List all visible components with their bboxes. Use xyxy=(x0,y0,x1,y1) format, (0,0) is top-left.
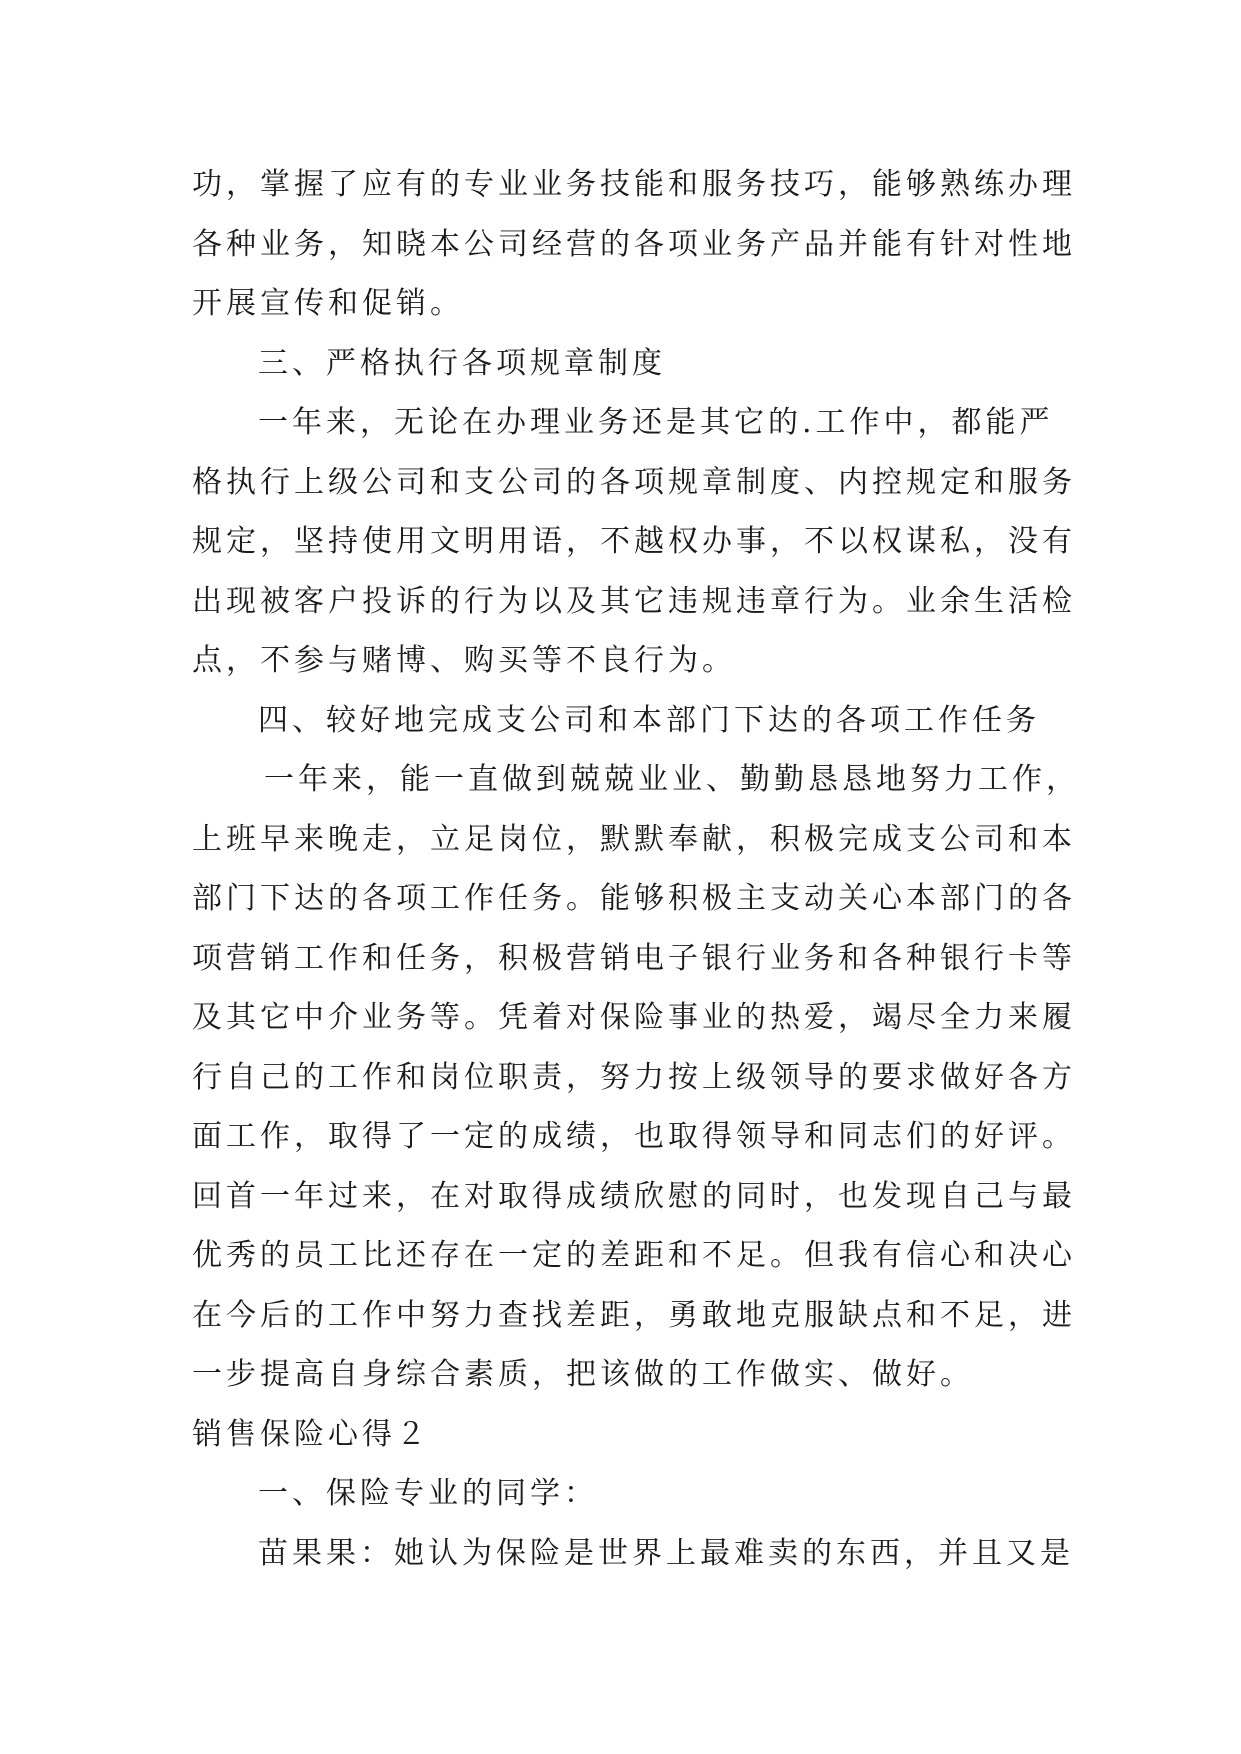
text-line: 苗果果：她认为保险是世界上最难卖的东西，并且又是 xyxy=(258,1535,1074,1571)
text-line: 出现被客户投诉的行为以及其它违规违章行为。业余生活检 xyxy=(192,583,1076,619)
text-line: 项营销工作和任务，积极营销电子银行业务和各种银行卡等 xyxy=(192,940,1076,976)
text-line: 格执行上级公司和支公司的各项规章制度、内控规定和服务 xyxy=(192,464,1076,500)
text-line: 面工作，取得了一定的成绩，也取得领导和同志们的好评。 xyxy=(192,1119,1076,1154)
text-line: 各种业务，知晓本公司经营的各项业务产品并能有针对性地 xyxy=(192,226,1076,262)
section-heading: 一、保险专业的同学： xyxy=(258,1476,598,1511)
text-line: 回首一年过来，在对取得成绩欣慰的同时，也发现自己与最 xyxy=(192,1178,1076,1214)
text-line: 一年来，能一直做到兢兢业业、勤勤恳恳地努力工作， xyxy=(264,762,1080,797)
text-line: 上班早来晚走，立足岗位，默默奉献，积极完成支公司和本 xyxy=(192,821,1076,857)
document-subtitle: 销售保险心得２ xyxy=(192,1416,430,1452)
text-line: 行自己的工作和岗位职责，努力按上级领导的要求做好各方 xyxy=(192,1059,1076,1095)
text-line: 一步提高自身综合素质，把该做的工作做实、做好。 xyxy=(192,1357,974,1392)
section-heading: 四、较好地完成支公司和本部门下达的各项工作任务 xyxy=(258,702,1040,738)
document-body xyxy=(192,155,1080,1583)
text-line: 规定，坚持使用文明用语，不越权办事，不以权谋私，没有 xyxy=(192,524,1076,559)
text-line: 部门下达的各项工作任务。能够积极主支动关心本部门的各 xyxy=(192,881,1076,916)
text-line: 及其它中介业务等。凭着对保险事业的热爱，竭尽全力来履 xyxy=(192,1000,1076,1035)
text-line: 在今后的工作中努力查找差距，勇敢地克服缺点和不足，进 xyxy=(192,1297,1076,1333)
text-line: 一年来，无论在办理业务还是其它的.工作中，都能严 xyxy=(258,405,1054,440)
text-line: 点，不参与赌博、购买等不良行为。 xyxy=(192,643,736,678)
text-line: 优秀的员工比还存在一定的差距和不足。但我有信心和决心 xyxy=(192,1238,1076,1273)
text-line: 开展宣传和促销。 xyxy=(192,286,464,321)
text-line: 功，掌握了应有的专业业务技能和服务技巧，能够熟练办理 xyxy=(192,167,1076,202)
section-heading: 三、严格执行各项规章制度 xyxy=(258,345,666,381)
